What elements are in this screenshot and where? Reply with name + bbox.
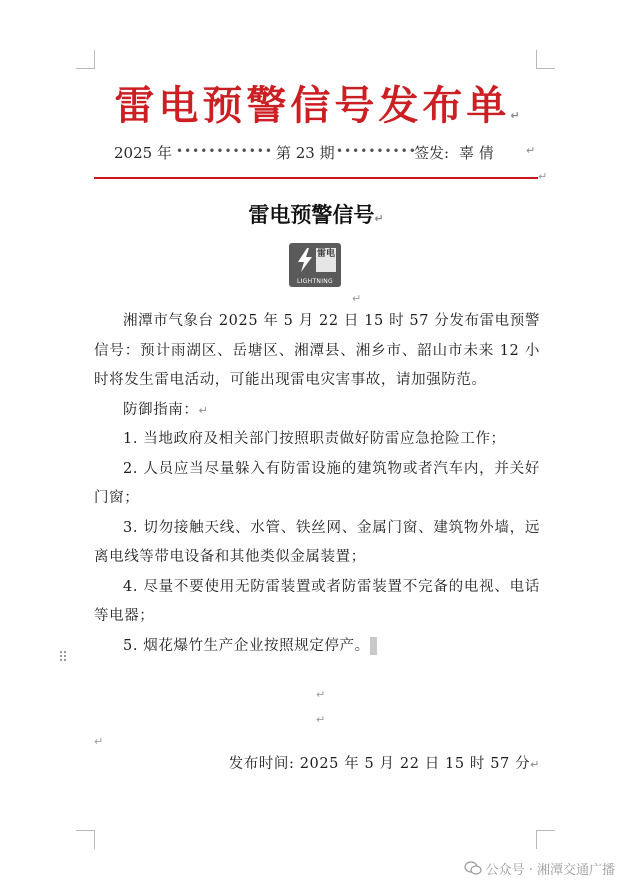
wechat-watermark: 公众号 · 湘潭交通广播 [464,857,615,879]
guide-item: 3. 切勿接触天线、水管、铁丝网、金属门窗、建筑物外墙，远离电线等带电设备和其他类似金属装置； [94,519,540,565]
paragraph-mark: ↵ [352,292,362,305]
page-corner-mark [76,830,95,849]
paragraph-mark: ↵ [316,713,326,726]
lightning-bolt-icon [295,247,315,273]
signal-heading: 雷电预警信号↵ [248,202,384,227]
paragraph-mark: ↵ [526,144,536,157]
signed-label: 签发: [414,144,450,162]
guide-item: 1. 当地政府及相关部门按照职责做好防雷应急抢险工作； [123,431,506,447]
wechat-icon [464,861,482,875]
release-time: 发布时间: 2025 年 5 月 22 日 15 时 57 分↵ [228,756,540,772]
red-divider-line [94,177,538,179]
page-corner-mark [536,50,555,69]
warning-body [94,307,540,661]
text-cursor [370,637,377,655]
tab-leader-dots: •••••••••••• [176,144,273,158]
warning-intro-paragraph: 湘潭市气象台 2025 年 5 月 22 日 15 时 57 分发布雷电预警信号：预计雨湖区、岳塘区、湘潭县、湘乡市、韶山市未来 12 小时将发生雷电活动，可能出现雷电灾害事故，请加强防范。 [94,313,540,388]
icon-text: 雷电 [316,248,336,272]
page-corner-mark [76,50,95,69]
guide-item: 5. 烟花爆竹生产企业按照规定停产。 [94,632,540,662]
drag-handle-icon[interactable]: ⠿ [58,650,69,666]
paragraph-mark: ↵ [316,688,326,701]
guide-heading: 防御指南：↵ [123,401,209,418]
guide-item: 4. 尽量不要使用无防雷装置或者防雷装置不完备的电视、电话等电器； [94,578,540,624]
tab-leader-dots: •••••••••• [336,144,417,158]
paragraph-mark: ↵ [94,735,104,748]
document-title: 雷电预警信号发布单↵ [114,82,524,129]
issue-number: 第 23 期 [276,144,335,162]
paragraph-mark: ↵ [538,170,548,183]
issue-year: 2025 年 [114,144,172,162]
guide-item: 2. 人员应当尽量躲入有防雷设施的建筑物或者汽车内，并关好门窗； [94,460,540,506]
page-corner-mark [536,830,555,849]
paragraph-mark: ↵ [374,212,384,225]
paragraph-mark: ↵ [510,109,524,122]
signer-name: 辜 倩 [459,144,494,162]
lightning-warning-icon [289,243,341,287]
icon-english-text: LIGHTNING [296,278,334,285]
issue-info-line [114,142,544,164]
